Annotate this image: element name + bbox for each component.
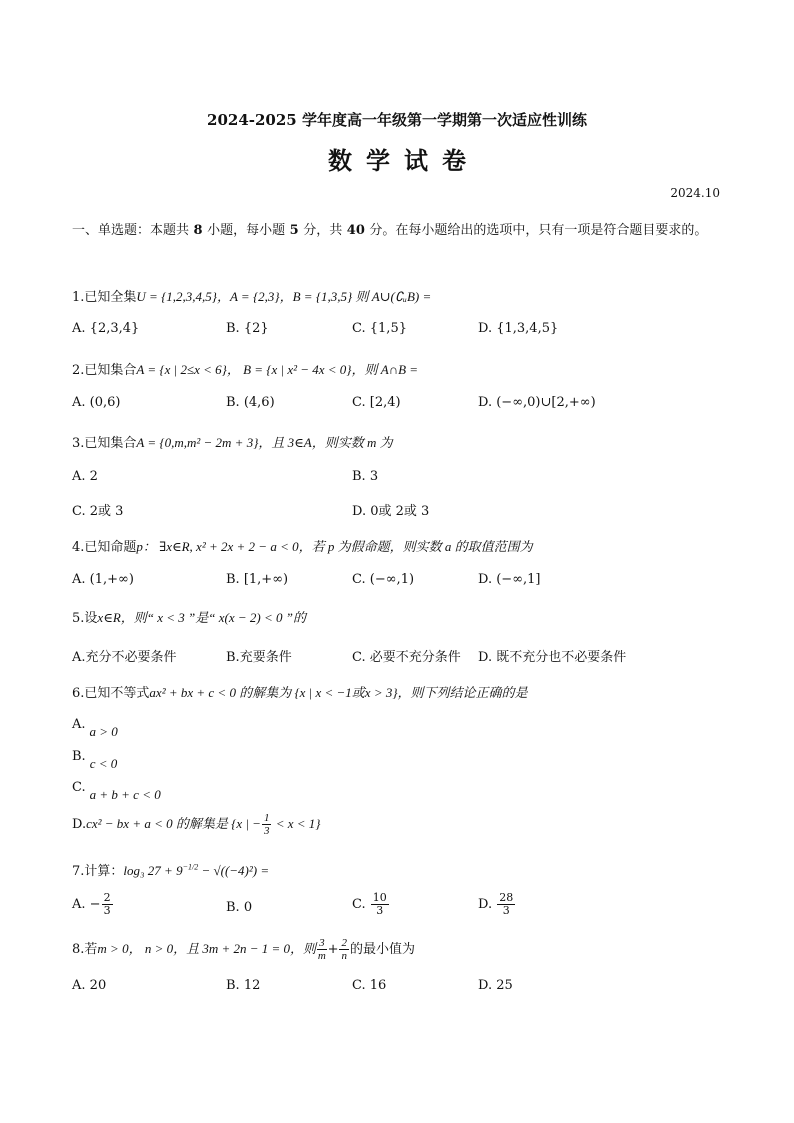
question-6-option-b: B. c < 0 [72,749,118,771]
question-5-option-c: C. 必要不充分条件 [352,650,461,665]
question-number: 5. [72,611,85,626]
instr-tail: 分。在每小题给出的选项中，只有一项是符合题目要求的。 [369,223,708,238]
question-number: 1. [72,290,85,305]
instr-mid2: 分，共 [303,223,343,238]
instr-count: 8 [189,223,208,238]
exam-date: 2024.10 [670,186,720,200]
question-expression: log₃ 27 + 9 [123,863,183,878]
question-6-stem [72,682,528,701]
question-6-option-a: A. a > 0 [72,717,118,739]
question-number: 8. [72,942,85,957]
question-expression: U = {1,2,3,4,5}，A = {2,3}，B = {1,3,5} 则 A∪(∁ᵤB) = [136,289,432,304]
question-3-option-a: A. 2 [72,469,98,484]
question-2-option-c: C. [2,4) [352,395,401,410]
question-8-stem: 8.若m > 0， n > 0，且 3m + 2n − 1 = 0，则 $\frac{3}{m}$ + $\frac{2}{n}$ 的最小值为 [72,937,415,962]
exam-header-title: 2024-2025 学年度高一年级第一学期第一次适应性训练 [207,111,587,129]
question-expression: A = {x | 2≤x < 6}， B = {x | x² − 4x < 0}，则 A∩B = [136,362,419,377]
fraction: $\frac{10}{3}$ [372,891,387,917]
fraction: $\frac{2}{3}$ [103,891,111,917]
question-expression: ax² + bx + c < 0 的解集为 {x | x < −1或x > 3}，则下列结论正确的是 [149,685,528,700]
fraction: $\frac{1}{3}$ [263,812,270,837]
question-8-option-b: B. 12 [226,978,261,993]
fraction: $\frac{28}{3}$ [499,891,514,917]
question-7-option-b: B. 0 [226,900,253,915]
instr-mid1: 小题，每小题 [207,223,286,238]
instr-total: 40 [342,223,370,238]
question-3-option-c: C. 2或 3 [72,504,124,519]
question-5-option-b: B.充要条件 [226,650,292,665]
question-4-option-a: A. (1,+∞) [72,572,134,587]
question-1-option-d: D. {1,3,4,5} [478,321,559,336]
question-expression: p： ∃x∈R, x² + 2x + 2 − a < 0，若 p 为假命题，则实数 a 的取值范围为 [136,539,533,554]
question-expression: x∈R，则“ x < 3 ”是“ x(x − 2) < 0 ”的 [97,610,306,625]
fraction: $\frac{2}{n}$ [341,937,347,962]
question-8-option-a: A. 20 [72,978,107,993]
question-text: 已知集合 [84,436,137,451]
question-5-stem [72,607,306,626]
question-1-option-c: C. {1,5} [352,321,407,336]
question-8-option-c: C. 16 [352,978,387,993]
instr-points: 5 [285,223,304,238]
question-4-stem [72,536,533,555]
exponent: −1/2 [182,862,199,872]
question-text-tail: 的最小值为 [349,942,415,957]
question-1-option-b: B. {2} [226,321,269,336]
question-2-stem [72,359,418,378]
question-text: 若 [84,942,98,957]
question-text: 已知全集 [84,290,137,305]
question-number: 2. [72,363,85,378]
question-1-stem [72,286,431,305]
question-7-option-d: D. $\frac{28}{3}$ [478,891,514,917]
fraction: $\frac{3}{m}$ [317,937,326,962]
question-2-option-d: D. (−∞,0)∪[2,+∞) [478,395,596,410]
question-1-option-a: A. {2,3,4} [72,321,140,336]
question-text: 计算： [84,864,124,879]
instr-prefix: 一、单选题：本题共 [72,223,190,238]
question-7-option-a: A. − $\frac{2}{3}$ [72,891,111,917]
question-text: 已知不等式 [84,686,150,701]
question-text: 设 [84,611,98,626]
question-2-option-a: A. (0,6) [72,395,121,410]
exam-subject-title: 数学试卷 [328,146,480,175]
question-number: 3. [72,436,85,451]
question-3-option-b: B. 3 [352,469,379,484]
question-5-option-a: A.充分不必要条件 [72,650,177,665]
question-8-option-d: D. 25 [478,978,513,993]
question-expression-tail: − √((−4)²) = [198,863,270,878]
question-4-option-c: C. (−∞,1) [352,572,415,587]
question-7-option-c: C. $\frac{10}{3}$ [352,891,387,917]
question-expression: A = {0,m,m² − 2m + 3}，且 3∈A，则实数 m 为 [136,435,393,450]
question-number: 6. [72,686,85,701]
question-3-stem [72,432,393,451]
question-3-option-d: D. 0或 2或 3 [352,504,430,519]
question-6-option-d: D.cx² − bx + a < 0 的解集是 {x | − $\frac{1}{3}$ < x < 1} [72,812,321,837]
question-6-option-c: C. a + b + c < 0 [72,780,161,802]
question-4-option-b: B. [1,+∞) [226,572,289,587]
question-2-option-b: B. (4,6) [226,395,275,410]
question-number: 4. [72,540,85,555]
section-instructions [72,216,722,246]
question-text: 已知命题 [84,540,137,555]
question-5-option-d: D. 既不充分也不必要条件 [478,650,627,665]
question-text: 已知集合 [84,363,137,378]
question-number: 7. [72,864,85,879]
question-expression: m > 0， n > 0，且 3m + 2n − 1 = 0，则 [97,941,317,956]
question-4-option-d: D. (−∞,1] [478,572,541,587]
question-7-stem [72,860,269,879]
